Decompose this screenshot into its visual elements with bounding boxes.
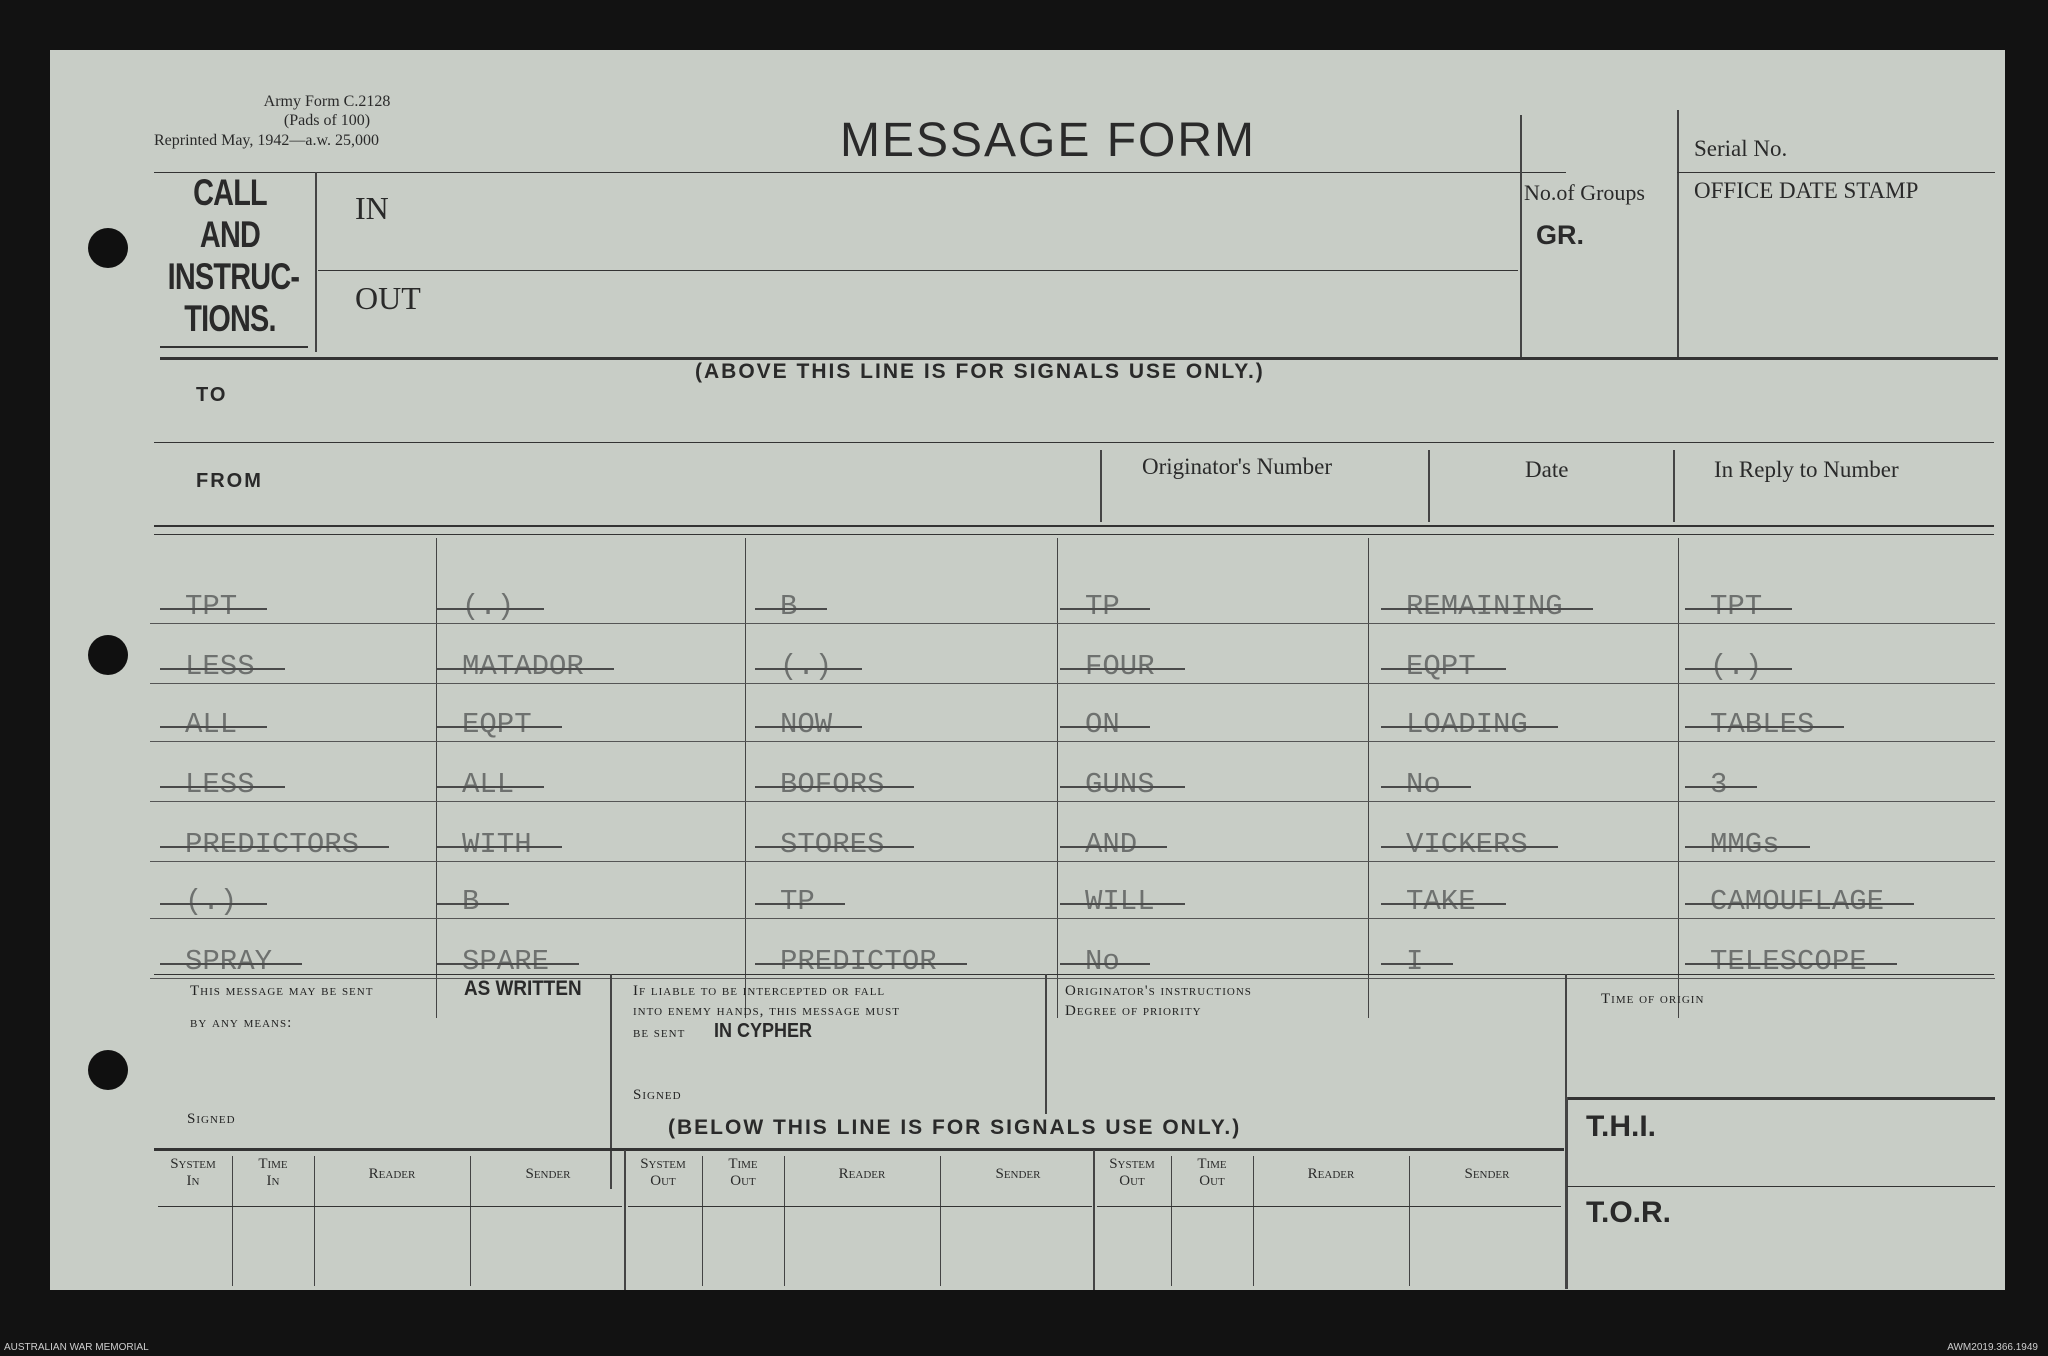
originators-instructions-label: Originator's instructions	[1065, 983, 1252, 999]
message-word: (.)	[185, 885, 238, 918]
message-word: BOFORS	[780, 768, 885, 801]
message-word: LOADING	[1406, 708, 1528, 741]
message-word: SPRAY	[185, 945, 273, 978]
credit-right: AWM2019.366.1949	[1947, 1342, 2038, 1353]
divider	[154, 974, 1994, 975]
message-word: GUNS	[1085, 768, 1155, 801]
message-word: TPT	[1710, 590, 1763, 623]
divider	[154, 525, 1994, 527]
column-header: Time Out	[728, 1156, 758, 1189]
message-row-rule	[150, 683, 1995, 684]
reprint-note: Reprinted May, 1942—a.w. 25,000	[154, 132, 379, 149]
divider	[1097, 1206, 1561, 1207]
message-word: 3	[1710, 768, 1728, 801]
message-word: STORES	[780, 828, 885, 861]
message-word: TP	[780, 885, 815, 918]
form-info	[222, 92, 432, 130]
column-header: Reader	[368, 1166, 416, 1182]
originators-number-label: Originator's Number	[1142, 454, 1333, 479]
message-word: ON	[1085, 708, 1120, 741]
divider	[318, 270, 1518, 271]
pads-note: (Pads of 100)	[283, 112, 371, 129]
message-word: MATADOR	[462, 650, 584, 683]
message-word: MMGs	[1710, 828, 1780, 861]
divider	[315, 172, 317, 352]
message-word: VICKERS	[1406, 828, 1528, 861]
call-instructions-label: CALL AND INSTRUC- TIONS.	[167, 172, 300, 339]
message-word: WILL	[1085, 885, 1155, 918]
divider	[1677, 172, 1995, 173]
message-word: I	[1406, 945, 1424, 978]
message-word: LESS	[185, 768, 255, 801]
punch-hole	[88, 228, 128, 268]
message-row-rule	[150, 918, 1995, 919]
column-header: Reader	[838, 1166, 886, 1182]
signals-rule	[154, 1148, 1564, 1151]
no-of-groups-label: No.of Groups	[1524, 180, 1645, 205]
message-word: PREDICTORS	[185, 828, 360, 861]
message-row-rule	[150, 741, 1995, 742]
call-out-label: OUT	[355, 280, 421, 316]
message-word: TABLES	[1710, 708, 1815, 741]
column-header: Reader	[1307, 1166, 1355, 1182]
divider	[1565, 1097, 1568, 1289]
message-word: B	[462, 885, 480, 918]
serial-no-label: Serial No.	[1694, 136, 1788, 161]
message-word: TP	[1085, 590, 1120, 623]
message-word: LESS	[185, 650, 255, 683]
message-word: ALL	[462, 768, 515, 801]
divider	[628, 1206, 1092, 1207]
message-word: NOW	[780, 708, 833, 741]
message-word: REMAINING	[1406, 590, 1563, 623]
message-word: (.)	[462, 590, 515, 623]
divider	[1428, 450, 1430, 522]
army-form-number: Army Form C.2128	[263, 93, 391, 110]
message-row-rule	[150, 861, 1995, 862]
column-header: Sender	[525, 1166, 571, 1182]
message-word: (.)	[780, 650, 833, 683]
punch-hole	[88, 1050, 128, 1090]
by-any-means-text: by any means:	[190, 1015, 293, 1031]
message-word: CAMOUFLAGE	[1710, 885, 1885, 918]
page-title: MESSAGE FORM	[840, 114, 1257, 167]
column-header: System Out	[640, 1156, 686, 1189]
message-row-rule	[150, 978, 1995, 979]
divider	[1567, 1186, 1995, 1187]
message-word: AND	[1085, 828, 1138, 861]
column-header: Sender	[1464, 1166, 1510, 1182]
divider	[1520, 115, 1522, 360]
message-word: ALL	[185, 708, 238, 741]
divider	[1100, 450, 1102, 522]
message-word: TPT	[185, 590, 238, 623]
header-rule	[154, 172, 1566, 173]
message-row-rule	[150, 801, 1995, 802]
if-liable-text: If liable to be intercepted or fall	[633, 983, 886, 999]
thi-label: T.H.I.	[1586, 1110, 1657, 1143]
column-header: Sender	[995, 1166, 1041, 1182]
credit-left: AUSTRALIAN WAR MEMORIAL	[4, 1342, 149, 1353]
divider	[610, 974, 612, 1189]
column-header: System In	[170, 1156, 216, 1189]
divider	[154, 442, 1994, 443]
divider	[1673, 450, 1675, 522]
message-word: (.)	[1710, 650, 1763, 683]
punch-hole	[88, 635, 128, 675]
message-word: B	[780, 590, 798, 623]
divider	[158, 1206, 622, 1207]
message-word: No	[1085, 945, 1120, 978]
call-in-label: IN	[355, 190, 389, 226]
time-of-origin-label: Time of origin	[1601, 991, 1705, 1007]
to-label: TO	[196, 384, 228, 406]
message-form-sheet	[50, 50, 2005, 1290]
divider	[1045, 974, 1047, 1114]
message-word: TELESCOPE	[1710, 945, 1867, 978]
message-word: TAKE	[1406, 885, 1476, 918]
signals-below-notice: (BELOW THIS LINE IS FOR SIGNALS USE ONLY.)	[668, 1116, 1242, 1139]
in-cypher-label: IN CYPHER	[714, 1020, 813, 1042]
in-reply-label: In Reply to Number	[1714, 457, 1899, 482]
divider	[154, 534, 1994, 535]
signals-above-notice: (ABOVE THIS LINE IS FOR SIGNALS USE ONLY.)	[695, 360, 1265, 383]
message-word: PREDICTOR	[780, 945, 937, 978]
tor-label: T.O.R.	[1586, 1196, 1672, 1229]
message-word: SPARE	[462, 945, 550, 978]
gr-label: GR.	[1536, 220, 1585, 250]
signed-label-2: Signed	[633, 1087, 682, 1103]
divider	[160, 346, 308, 348]
message-word: EQPT	[462, 708, 532, 741]
divider	[1565, 974, 1567, 1114]
column-header: System Out	[1109, 1156, 1155, 1189]
column-header: Time Out	[1197, 1156, 1227, 1189]
office-date-stamp-label: OFFICE DATE STAMP	[1694, 178, 1919, 203]
message-word: No	[1406, 768, 1441, 801]
date-label: Date	[1525, 457, 1569, 482]
from-label: FROM	[196, 470, 263, 492]
be-sent-text: be sent	[633, 1025, 686, 1041]
degree-of-priority-label: Degree of priority	[1065, 1003, 1202, 1019]
divider	[1677, 110, 1679, 360]
column-header: Time In	[258, 1156, 288, 1189]
into-enemy-hands-text: into enemy hands, this message must	[633, 1003, 900, 1019]
message-word: WITH	[462, 828, 532, 861]
message-row-rule	[150, 623, 1995, 624]
as-written-label: AS WRITTEN	[464, 977, 582, 1000]
message-word: EQPT	[1406, 650, 1476, 683]
divider	[1565, 1097, 1995, 1100]
may-be-sent-text: This message may be sent	[190, 983, 374, 999]
message-word: FOUR	[1085, 650, 1155, 683]
signed-label: Signed	[187, 1111, 236, 1127]
